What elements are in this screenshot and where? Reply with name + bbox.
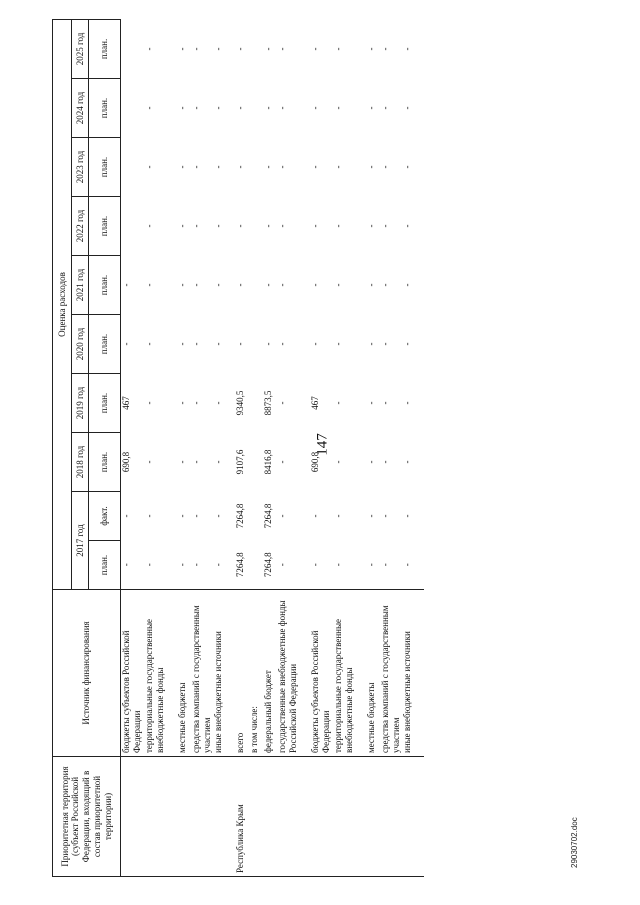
source-cell: в том числе:: [249, 590, 263, 757]
value-cell: -: [277, 224, 287, 228]
value-cell: -: [332, 165, 343, 169]
value-cell: -: [277, 460, 287, 464]
territory-cell: [144, 757, 177, 877]
source-cell: федеральный бюджет: [263, 590, 277, 757]
value-cell: -: [143, 514, 154, 518]
territory-cell: [310, 757, 333, 877]
financing-table: [52, 19, 424, 877]
territory-header: Приоритетная территория (субъект Российской Федерации, входящий в состав приоритетной территории): [53, 757, 121, 877]
subheader: план.: [89, 315, 121, 374]
source-cell: местные бюджеты: [366, 590, 380, 757]
value-cell: -: [365, 283, 376, 287]
value-cell: -: [379, 283, 390, 287]
subheader: план.: [89, 433, 121, 492]
source-cell: бюджеты субъектов Российской Федерации: [121, 590, 144, 757]
value-cell: [121, 79, 144, 138]
value-cell: -: [365, 165, 376, 169]
value-cell: -: [379, 460, 390, 464]
value-cell: -: [143, 106, 154, 110]
value-cell: 9107,6: [235, 449, 245, 475]
value-cell: -: [332, 283, 343, 287]
territory-cell: [191, 757, 214, 877]
value-cell: -: [190, 106, 201, 110]
table-row: [366, 19, 380, 876]
table-row: [213, 19, 235, 876]
value-cell: -: [176, 460, 187, 464]
value-cell: -: [213, 342, 223, 346]
value-cell: -: [310, 224, 320, 228]
source-cell: иные внебюджетные источники: [213, 590, 235, 757]
value-cell: -: [277, 342, 287, 346]
territory-cell: [249, 757, 263, 877]
table-body: [121, 19, 425, 876]
value-cell: -: [332, 514, 343, 518]
value-cell: 7264,8: [235, 552, 245, 578]
value-cell: -: [277, 47, 287, 51]
value-cell: [249, 492, 263, 541]
value-cell: -: [143, 460, 154, 464]
value-cell: -: [176, 342, 187, 346]
value-cell: -: [263, 342, 273, 346]
year-header: 2024 год: [72, 79, 89, 138]
value-cell: -: [310, 283, 320, 287]
page-number: 147: [314, 433, 331, 456]
value-cell: 690,8: [310, 451, 320, 473]
value-cell: -: [402, 514, 412, 518]
source-cell: всего: [235, 590, 249, 757]
value-cell: -: [402, 106, 412, 110]
source-cell: бюджеты субъектов Российской Федерации: [310, 590, 333, 757]
value-cell: -: [379, 342, 390, 346]
value-cell: -: [235, 106, 245, 110]
year-header: 2023 год: [72, 138, 89, 197]
value-cell: -: [365, 47, 376, 51]
value-cell: 9340,5: [235, 390, 245, 416]
value-cell: -: [190, 47, 201, 51]
value-cell: -: [402, 342, 412, 346]
value-cell: -: [332, 106, 343, 110]
territory-cell: [213, 757, 235, 877]
subheader: факт.: [89, 492, 121, 541]
value-cell: 467: [121, 396, 131, 410]
value-cell: -: [213, 460, 223, 464]
rotated-table-area: [52, 20, 598, 877]
value-cell: [249, 315, 263, 374]
value-cell: -: [190, 283, 201, 287]
value-cell: [249, 256, 263, 315]
value-cell: -: [121, 283, 131, 287]
value-cell: -: [190, 165, 201, 169]
value-cell: -: [365, 401, 376, 405]
table-row: [402, 19, 424, 876]
table-row: [235, 19, 249, 876]
source-cell: средства компаний с государственным участием: [380, 590, 403, 757]
value-cell: 8416,8: [263, 449, 273, 475]
value-cell: -: [277, 401, 287, 405]
value-cell: -: [310, 106, 320, 110]
value-cell: -: [402, 224, 412, 228]
subheader: план.: [89, 541, 121, 590]
value-cell: -: [402, 563, 412, 567]
value-cell: -: [190, 224, 201, 228]
value-cell: -: [263, 106, 273, 110]
value-cell: 8873,5: [263, 390, 273, 416]
value-cell: -: [213, 514, 223, 518]
value-cell: -: [176, 514, 187, 518]
value-cell: -: [176, 224, 187, 228]
source-cell: территориальные государственные внебюджетные фонды: [333, 590, 366, 757]
table-row: [177, 19, 191, 876]
value-cell: -: [213, 563, 223, 567]
value-cell: -: [379, 106, 390, 110]
value-cell: -: [332, 47, 343, 51]
value-cell: -: [310, 563, 320, 567]
value-cell: -: [263, 224, 273, 228]
value-cell: -: [190, 563, 201, 567]
value-cell: -: [402, 165, 412, 169]
value-cell: -: [402, 460, 412, 464]
value-cell: -: [121, 563, 131, 567]
value-cell: -: [277, 563, 287, 567]
value-cell: -: [143, 563, 154, 567]
value-cell: -: [332, 563, 343, 567]
value-cell: -: [263, 47, 273, 51]
value-cell: -: [213, 165, 223, 169]
table-row: [263, 19, 277, 876]
value-cell: -: [213, 224, 223, 228]
value-cell: -: [235, 165, 245, 169]
value-cell: -: [176, 563, 187, 567]
source-cell: территориальные государственные внебюджетные фонды: [144, 590, 177, 757]
territory-cell: [333, 757, 366, 877]
value-cell: -: [121, 514, 131, 518]
year-header: 2017 год: [72, 492, 89, 590]
value-cell: -: [310, 47, 320, 51]
subheader: план.: [89, 138, 121, 197]
value-cell: -: [379, 47, 390, 51]
value-cell: 690,8: [121, 451, 131, 473]
source-header: Источник финансирования: [53, 590, 121, 757]
value-cell: -: [332, 224, 343, 228]
value-cell: -: [121, 342, 131, 346]
header-row-1: [53, 19, 72, 876]
value-cell: -: [190, 460, 201, 464]
value-cell: [249, 541, 263, 590]
value-cell: -: [213, 106, 223, 110]
value-cell: -: [365, 342, 376, 346]
value-cell: -: [190, 401, 201, 405]
value-cell: -: [235, 283, 245, 287]
territory-cell: [263, 757, 277, 877]
value-cell: -: [277, 283, 287, 287]
table-row: [144, 19, 177, 876]
value-cell: -: [365, 106, 376, 110]
territory-cell: [402, 757, 424, 877]
value-cell: -: [277, 165, 287, 169]
value-cell: -: [176, 283, 187, 287]
value-cell: [249, 374, 263, 433]
year-header: 2018 год: [72, 433, 89, 492]
value-cell: [249, 138, 263, 197]
year-header: 2022 год: [72, 197, 89, 256]
table-row: [249, 19, 263, 876]
value-cell: -: [235, 342, 245, 346]
source-cell: иные внебюджетные источники: [402, 590, 424, 757]
subheader: план.: [89, 79, 121, 138]
value-cell: -: [277, 514, 287, 518]
source-cell: местные бюджеты: [177, 590, 191, 757]
value-cell: -: [143, 165, 154, 169]
value-cell: -: [235, 47, 245, 51]
value-cell: -: [379, 563, 390, 567]
source-cell: средства компаний с государственным участием: [191, 590, 214, 757]
value-cell: -: [176, 106, 187, 110]
value-cell: -: [379, 165, 390, 169]
value-cell: -: [277, 106, 287, 110]
value-cell: -: [143, 401, 154, 405]
value-cell: [121, 197, 144, 256]
value-cell: -: [365, 563, 376, 567]
value-cell: -: [263, 283, 273, 287]
territory-cell: [277, 757, 310, 877]
table-row: [277, 19, 310, 876]
value-cell: -: [213, 47, 223, 51]
value-cell: -: [402, 47, 412, 51]
value-cell: -: [332, 460, 343, 464]
value-cell: [249, 197, 263, 256]
value-cell: 7264,8: [263, 552, 273, 578]
value-cell: [249, 19, 263, 78]
value-cell: -: [143, 342, 154, 346]
table-row: [310, 19, 333, 876]
table-row: [333, 19, 366, 876]
value-cell: -: [332, 401, 343, 405]
territory-cell: [177, 757, 191, 877]
value-cell: -: [143, 47, 154, 51]
source-cell: государственные внебюджетные фонды Российской Федерации: [277, 590, 310, 757]
value-cell: -: [310, 165, 320, 169]
table-row: [121, 19, 144, 876]
table-row: [191, 19, 214, 876]
value-cell: -: [402, 283, 412, 287]
value-cell: -: [379, 401, 390, 405]
table-row: [380, 19, 403, 876]
value-cell: 467: [310, 396, 320, 410]
value-cell: -: [213, 283, 223, 287]
value-cell: -: [365, 224, 376, 228]
value-cell: [249, 433, 263, 492]
value-cell: -: [143, 224, 154, 228]
value-cell: -: [310, 514, 320, 518]
value-cell: -: [310, 342, 320, 346]
estimate-header: Оценка расходов: [53, 19, 72, 589]
territory-cell: Республика Крым: [235, 757, 249, 877]
year-header: 2020 год: [72, 315, 89, 374]
value-cell: -: [263, 165, 273, 169]
footer-code: 29030702.doc: [570, 817, 579, 868]
year-header: 2025 год: [72, 19, 89, 78]
value-cell: -: [176, 165, 187, 169]
value-cell: -: [332, 342, 343, 346]
value-cell: 7264,8: [263, 503, 273, 529]
value-cell: -: [176, 401, 187, 405]
year-header: 2019 год: [72, 374, 89, 433]
value-cell: -: [190, 514, 201, 518]
subheader: план.: [89, 19, 121, 78]
value-cell: [121, 19, 144, 78]
value-cell: -: [176, 47, 187, 51]
territory-cell: [380, 757, 403, 877]
value-cell: [249, 79, 263, 138]
value-cell: -: [365, 460, 376, 464]
value-cell: -: [402, 401, 412, 405]
value-cell: -: [365, 514, 376, 518]
subheader: план.: [89, 197, 121, 256]
value-cell: [121, 138, 144, 197]
territory-cell: [121, 757, 144, 877]
value-cell: -: [379, 224, 390, 228]
value-cell: -: [143, 283, 154, 287]
value-cell: -: [379, 514, 390, 518]
value-cell: -: [190, 342, 201, 346]
value-cell: -: [213, 401, 223, 405]
value-cell: 7264,8: [235, 503, 245, 529]
territory-cell: [366, 757, 380, 877]
value-cell: -: [235, 224, 245, 228]
year-header: 2021 год: [72, 256, 89, 315]
subheader: план.: [89, 374, 121, 433]
subheader: план.: [89, 256, 121, 315]
